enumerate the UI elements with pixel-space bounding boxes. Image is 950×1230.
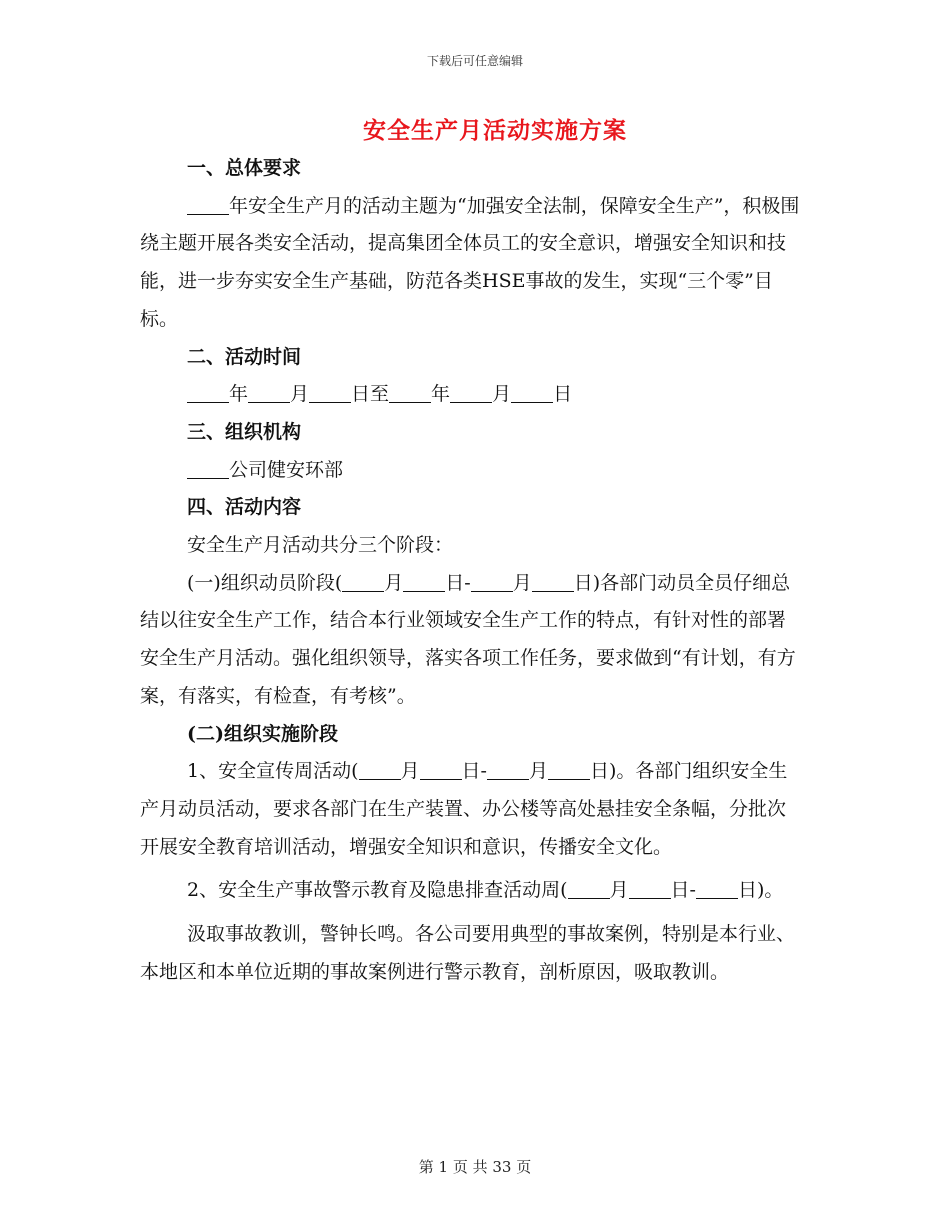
blank-field [187,382,229,403]
paragraph-general [140,188,804,339]
blank-field [403,571,445,592]
paragraph-text: )。各部门组织安全生产月动员活动，要求各部门在生产装置、办公楼等高处悬挂安全条幅，分批次开展安全教育培训活动，增强安全知识和意识，传播安全文化。 [140,760,788,858]
blank-field [450,382,492,403]
stage-prefix: (一)组织动员阶段( [187,571,343,594]
item-prefix: 1、安全宣传周活动( [187,760,359,783]
date-unit: 日- [445,571,471,594]
blank-field [471,571,513,592]
date-unit: 年 [229,383,249,406]
date-unit: 日至 [351,383,390,406]
blank-field [532,571,574,592]
date-unit: 月 [512,571,532,594]
blank-field [309,382,351,403]
blank-field [187,458,229,479]
paragraph-organization [140,452,804,490]
document-title: 安全生产月活动实施方案 [363,117,627,144]
date-unit: 月 [400,760,420,783]
paragraph-text: 日)。 [737,879,784,902]
blank-field [511,382,553,403]
paragraph-text: 公司健安环部 [229,458,344,481]
section-heading-stage-2: (二)组织实施阶段 [187,722,338,745]
item-prefix: 2、安全生产事故警示教育及隐患排查活动周( [187,879,568,902]
page-footer: 第 1 页 共 33 页 [418,1158,532,1176]
date-unit: 日- [461,760,487,783]
section-heading-content: 四、活动内容 [187,496,302,519]
blank-field [420,759,462,780]
section-heading-organization: 三、组织机构 [187,420,302,443]
blank-field [389,382,431,403]
blank-field [487,759,529,780]
date-unit: 月 [290,383,310,406]
date-unit: 月 [609,879,629,902]
blank-field [548,759,590,780]
document-body [140,150,804,991]
date-unit: 日- [670,879,696,902]
date-unit: 年 [431,383,451,406]
blank-field [568,878,610,899]
section-heading-time: 二、活动时间 [187,345,302,368]
blank-field [359,759,401,780]
date-unit: 日 [553,383,573,406]
blank-field [342,571,384,592]
paragraph-text: )各部门动员全员仔细总结以往安全生产工作，结合本行业领域安全生产工作的特点，有针对性的部署安全生产月活动。强化组织领导，落实各项工作任务，要求做到“有计划，有方案，有落实，有检查，有考核”。 [140,571,796,707]
blank-field [696,878,738,899]
paragraph-stage-1 [140,565,804,716]
date-unit: 月 [384,571,404,594]
blank-field [248,382,290,403]
paragraph-text: 年安全生产月的活动主题为“加强安全法制，保障安全生产”，积极围绕主题开展各类安全活动，提高集团全体员工的安全意识，增强安全知识和技能，进一步夯实安全生产基础，防范各类HSE事故的发生，实现“三个零”目标。 [140,194,800,330]
header-note: 下载后可任意编辑 [426,54,523,68]
blank-field [187,194,229,215]
date-unit: 日 [589,760,609,783]
paragraph-item-2 [140,872,804,910]
date-unit: 日 [573,571,593,594]
blank-field [629,878,671,899]
section-heading-general: 一、总体要求 [187,157,302,179]
paragraph-time [140,376,804,414]
paragraph-item-1 [140,753,804,866]
paragraph-content-intro: 安全生产月活动共分三个阶段： [187,534,454,557]
date-unit: 月 [492,383,512,406]
date-unit: 月 [528,760,548,783]
paragraph-item-2-detail: 汲取事故教训，警钟长鸣。各公司要用典型的事故案例，特别是本行业、本地区和本单位近期的事故案例进行警示教育，剖析原因，吸取教训。 [140,923,796,983]
